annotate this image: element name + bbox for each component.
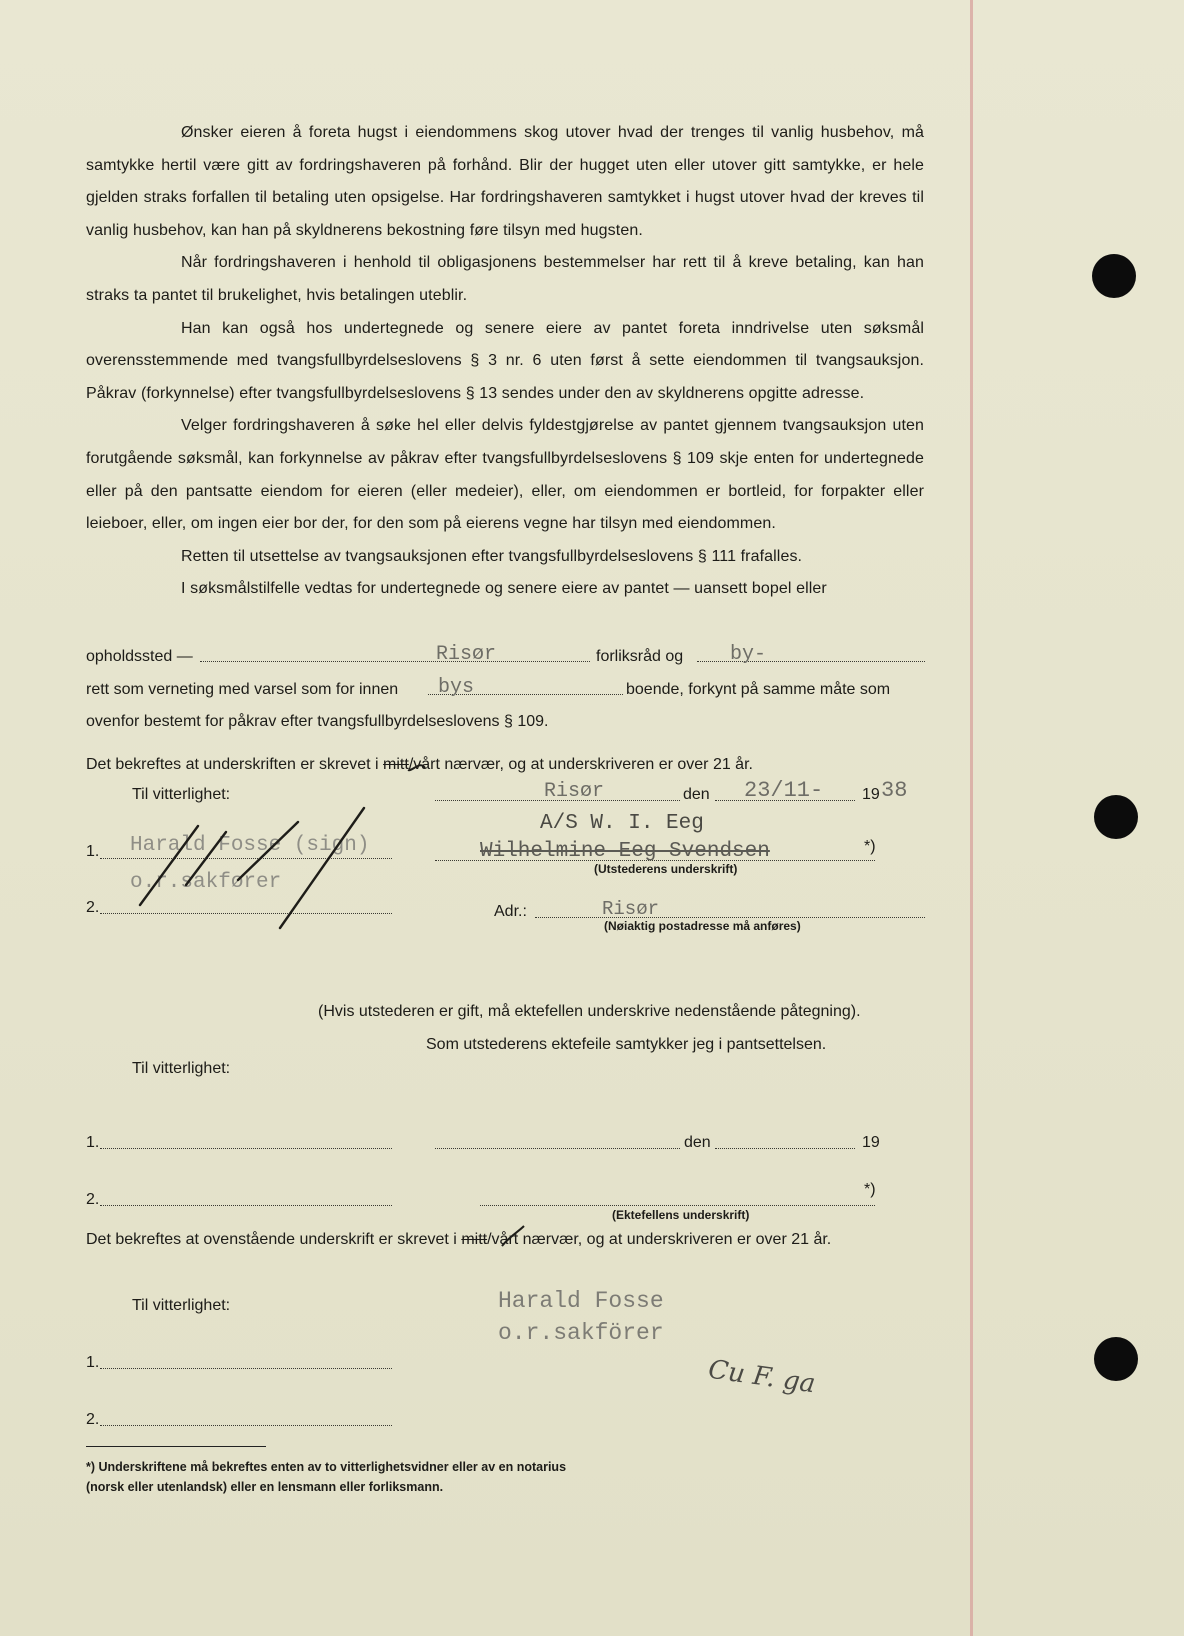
- company-name: A/S W. I. Eeg: [540, 812, 704, 835]
- handwritten-initials: Cu F. ga: [706, 1354, 818, 1400]
- paragraph-inndrivelse: Han kan også hos undertegnede og senere eiere av pantet foreta inndrivelse uten søksmål overensstemmende med tvangsfullbyrdelseslovens § 3 nr. 6 uten først å sette eiendommen til tvangsauksjon. Påkrav (forkynnelse) efter tvangsfullbyrdelseslovens § 13 sendes under den av skyldnerens opgitte adresse.: [86, 319, 924, 402]
- stamp-title: o.r.sakfører: [130, 871, 282, 894]
- venue-bys: bys: [438, 676, 475, 699]
- address-caption: (Nøiaktig postadresse må anføres): [604, 919, 801, 933]
- paragraph-soksmal: I søksmålstilfelle vedtas for undertegnede og senere eiere av pantet — uansett bopel eller: [181, 580, 827, 598]
- venue-line2-prefix: rett som verneting med varsel som for innen: [86, 681, 399, 698]
- venue-place: Risør: [436, 643, 497, 666]
- footnote-marker: *): [864, 1181, 876, 1198]
- spouse-consent: Som utstederens ektefeile samtykker jeg i pantsettelsen.: [426, 1036, 827, 1053]
- issuer-signature: Wilhelmine Eeg Svendsen: [480, 840, 770, 863]
- paragraph-tvangsauksjon: Velger fordringshaveren å søke hel eller delvis fyldestgjørelse av pantet gjennem tvangsauksjon uten forutgående søksmål, kan forkynnelse av påkrav efter tvangsfullbyrdelseslovens § 109 skje enten for undertegnede eller på den pantsatte eiendom for eieren (eller medeier), eller, om eiendommen er bortleid, for forpakter eller leieboer, eller, om ingen eier bor der, for den som på eierens vegne har tilsyn med eiendommen.: [86, 417, 924, 533]
- year-value: 38: [881, 778, 908, 803]
- issuer-place: Risør: [544, 780, 605, 803]
- stamp-title: o.r.sakförer: [498, 1320, 664, 1346]
- stamp-name: Harald Fosse: [498, 1288, 664, 1314]
- year-prefix: 19: [862, 1134, 880, 1151]
- spouse-note: (Hvis utstederen er gift, må ektefellen underskrive nedenstående påtegning).: [318, 1003, 861, 1020]
- witness-number-1: 1.: [86, 1354, 100, 1371]
- pen-stroke: [408, 765, 425, 770]
- venue-mid: forliksråd og: [596, 648, 684, 665]
- witness-number-2: 2.: [86, 1411, 100, 1428]
- address-value: Risør: [602, 898, 660, 920]
- venue-line3: ovenfor bestemt for påkrav efter tvangsfullbyrdelseslovens § 109.: [86, 713, 549, 730]
- pen-stroke: [140, 826, 198, 905]
- witness-label: Til vitterlighet:: [132, 786, 231, 803]
- confirm-text: Det bekreftes at underskriften er skrevet i mitt/vårt nærvær, og at underskriveren er over 21 år.: [86, 756, 753, 773]
- paragraph-brukelighet: Når fordringshaveren i henhold til obligasjonens bestemmelser har rett til å kreve betaling, kan han straks ta pantet til brukelighet, hvis betalingen uteblir.: [86, 254, 924, 304]
- witness-number-1: 1.: [86, 843, 100, 860]
- stamp-name: Harald Fosse (sign): [130, 834, 370, 857]
- address-label: Adr.:: [494, 903, 527, 920]
- witness-label: Til vitterlighet:: [132, 1297, 231, 1314]
- paragraph-hugst: Ønsker eieren å foreta hugst i eiendommens skog utover hvad der trenges til vanlig husbehov, må samtykke hertil være gitt av fordringshaveren på forhånd. Blir der hugget uten eller utover gitt samtykke, er hele gjelden straks forfallen til betaling uten opsigelse. Har fordringshaveren samtykket i hugst utover hvad der kreves til vanlig husbehov, kan han på skyldnerens bekostning føre tilsyn med hugsten.: [86, 124, 924, 239]
- venue-prefix: opholdssted —: [86, 648, 193, 665]
- witness-label: Til vitterlighet:: [132, 1060, 231, 1077]
- venue-line2-suffix: boende, forkynt på samme måte som: [626, 681, 891, 698]
- footnote: *) Underskriftene må bekreftes enten av to vitterlighetsvidner eller av en notarius (norsk eller utenlandsk) eller en lensmann eller forliksmann.: [86, 1460, 567, 1494]
- confirm-text: Det bekreftes at ovenstående underskrift er skrevet i mitt/vårt nærvær, og at underskriveren er over 21 år.: [86, 1231, 832, 1248]
- signature-caption: (Utstederens underskrift): [594, 862, 738, 876]
- den-label: den: [683, 786, 710, 803]
- pen-stroke: [186, 832, 226, 885]
- witness-number-1: 1.: [86, 1134, 100, 1151]
- year-prefix: 19: [862, 786, 880, 803]
- issue-date: 23/11-: [744, 778, 824, 803]
- pen-stroke: [238, 822, 298, 880]
- witness-number-2: 2.: [86, 1191, 100, 1208]
- footnote-marker: *): [864, 838, 876, 855]
- den-label: den: [684, 1134, 711, 1151]
- signature-caption: (Ektefellens underskrift): [612, 1208, 750, 1222]
- venue-court: by-: [730, 643, 767, 666]
- paragraph-utsettelse: Retten til utsettelse av tvangsauksjonen efter tvangsfullbyrdelseslovens § 111 frafalles.: [181, 547, 803, 565]
- pen-stroke: [502, 1226, 524, 1246]
- witness-number-2: 2.: [86, 899, 100, 916]
